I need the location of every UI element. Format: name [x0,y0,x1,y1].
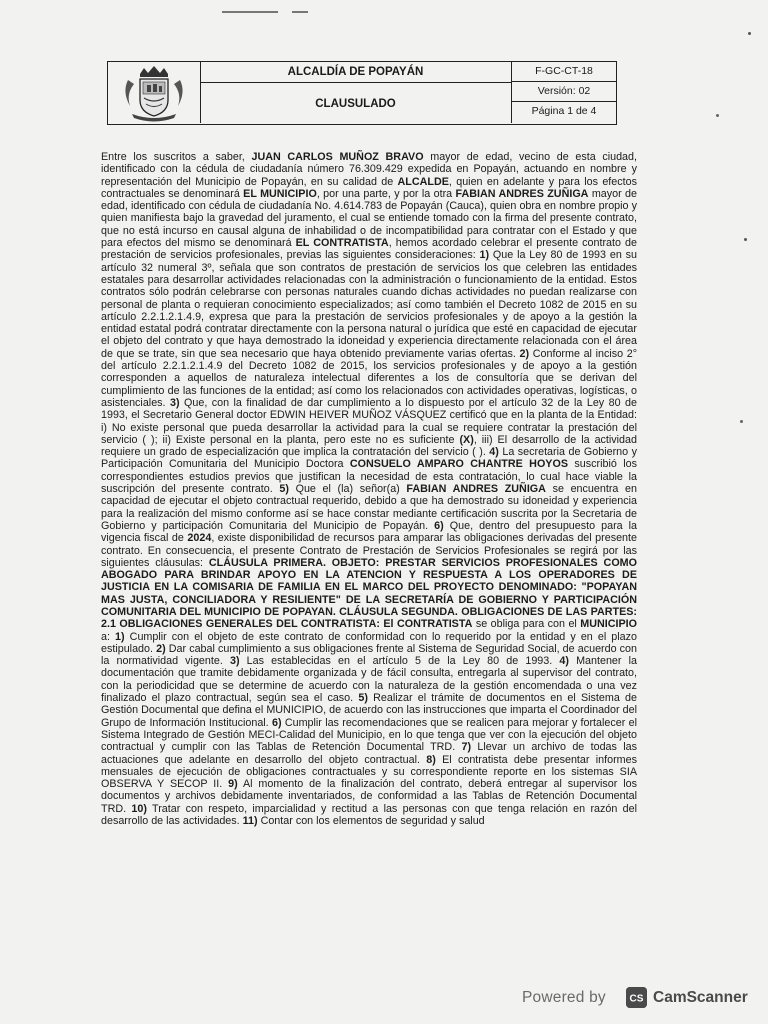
bold-text-run: 4) [489,446,499,459]
header-title-cell [200,62,512,123]
text-run: Las establecidas en el artículo 5 de la Ley 80 de 1993. [239,655,560,668]
text-run: Que la Ley 80 de 1993 en su artículo 32 numeral 3º, señala que son contratos de prestación de servicios los que celebren las entidades estatales para desarrollar actividades relacionadas con la administración o funcionamiento de la entidad. Estos contratos sólo podrán celebrarse con personas naturales cuando dichas actividades no puedan realizarse con personal de planta o requieran conocimiento especializados; así como también el Decreto 1082 de 2015 en su artículo 2.2.1.2.1.4.9, expresa que para la prestación de servicios profesionales y de apoyo a la gestión la entidad estatal podrá contratar directamente con la persona natural o jurídica que esté en capacidad de ejecutar el objeto del contrato y que haya demostrado la idoneidad y experiencia directamente relacionada con el área de que se trate, sin que sea necesario que haya obtenido previamente varias ofertas. [101,249,637,360]
bold-text-run: 8) [426,753,436,766]
contract-body-text [101,151,637,827]
text-run: El contratista debe presentar informes mensuales de ejecución de obligaciones contractuales y su correspondiente reporte en los sistemas SIA OBSERVA Y SECOP II. [101,753,637,791]
bold-text-run: 3) [229,655,240,668]
bold-text-run: 5) [279,483,289,496]
text-run: Que, dentro del presupuesto para la vigencia fiscal de [101,519,638,545]
municipal-coat-of-arms-icon [108,62,200,123]
bold-text-run: 11) [242,815,258,828]
text-run: Cumplir las recomendaciones que se realicen para mejorar y fortalecer el Sistema Integrado de Gestión MECI-Calidad del Municipio, en lo que tenga que ver con la ejecución del objeto contractual y cumplir con las Tablas de Retención Documental TRD. [101,716,637,754]
text-run: Contar con los elementos de seguridad y salud [257,815,485,828]
bold-text-run: 10) [131,802,147,815]
document-version: Versión: 02 [512,82,616,102]
bold-text-run: EL MUNICIPIO [243,187,317,200]
text-run: Que el (la) señor(a) [288,483,407,496]
bold-text-run: 2024 [187,532,212,545]
text-run: Al momento de la finalización del contrato, deberá entregar al supervisor los documentos y archivos debidamente inventariados, de conformidad a las Tablas de Retención Documental TRD. [101,778,637,815]
powered-by-label: Powered by [522,989,606,1006]
scan-dot [744,238,747,241]
text-run: La secretaria de Gobierno y Participación Comunitaria del Municipio Doctora [101,446,637,471]
bold-text-run: FABIAN ANDRES ZUÑIGA [455,187,589,200]
scan-dot [748,32,751,35]
scan-dot [716,114,719,117]
header-subtitle: CLAUSULADO [315,98,396,110]
camscanner-icon [626,987,647,1008]
scan-mark [222,11,278,13]
text-run: , quien en adelante y para los efectos contractuales se denominará [101,175,637,200]
text-run: Dar cabal cumplimiento a sus obligaciones frente al Sistema de Seguridad Social, de acuerdo con la normatividad vigente. [101,642,638,668]
text-run: mayor de edad, vecino de esta ciudad, identificado con la cédula de ciudadanía número 76.309.429 expedida en Popayán, actuando en nombre y representación del Municipio de Popayán, en su calidad de [101,151,638,188]
bold-text-run: 9) [228,778,238,791]
text-run: Entre los suscritos a saber, [101,151,252,163]
text-run: a: [101,630,116,643]
text-run: Mantener la documentación que tramite debidamente organizada y de fácil consulta, entregarla al supervisor del contrato, con la periodicidad que se determine de acuerdo con la naturaleza de la gestión encomendada o una vez finalizado el plazo contractual, según sea el caso. [101,655,637,705]
text-run: Que, con la finalidad de dar cumplimiento a lo dispuesto por el artículo 32 de la Ley 80 de 1993, el Secretario General doctor EDWIN HEIVER MUÑOZ VÁSQUEZ certificó que en la planta de la Entidad: i) No existe personal que pueda desarrollar la actividad para la cual se requiere contratar la prestación del servicio ( ); ii) Existe personal en la planta, pero este no es suficiente [101,396,637,446]
document-header-table [107,61,617,125]
bold-text-run: 4) [559,655,569,668]
text-run: suscribió los correspondientes estudios previos que justifican la necesidad de esta contratación, lo cual hace viable la suscripción del presente contrato. [101,458,637,496]
bold-text-run: 6) [271,716,282,729]
bold-text-run: 2) [156,642,166,655]
text-run: Cumplir con el objeto de este contrato de conformidad con lo requerido por la entidad y en el plazo estipulado. [101,630,637,655]
bold-text-run: CLÁUSULA PRIMERA. OBJETO: PRESTAR SERVICIOS PROFESIONALES COMO ABOGADO PARA BRINDAR APOYO EN LA ATENCION Y RESPUESTA A LOS OPERADORES DE JUSTICIA EN LA COMISARIA DE FAMILIA EN EL MARCO DEL PROYECTO DENOMINADO: "POPAYAN MAS JUSTA, CONCILIADORA Y RESILIENTE" DE LA SECRETARÍA DE GOBIERNO Y PARTICIPACIÓN COMUNITARIA DEL MUNICIPIO DE POPAYAN. CLÁUSULA SEGUNDA. OBLIGACIONES DE LAS PARTES: 2.1 OBLIGACIONES GENERALES DEL CONTRATISTA: El CONTRATISTA [101,556,637,631]
bold-text-run: JUAN CARLOS MUÑOZ BRAVO [251,151,424,163]
text-run: Conforme al inciso 2° del artículo 2.2.1.2.1.4.9 del Decreto 1082 de 2015, los servicios profesionales y de apoyo a la gestión corresponden a aquellos de naturaleza intelectual diferentes a los de consultoría que se derivan del cumplimiento de las funciones de la entidad; así como los relacionados con actividades operativas, logísticas, o asistenciales. [101,347,637,409]
svg-text:CS: CS [629,993,644,1005]
bold-text-run: 1) [115,630,125,643]
bold-text-run: 3) [169,396,180,409]
text-run: Llevar un archivo de todas las actuaciones que adelante en desarrollo del objeto contractual. [101,741,637,766]
document-code: F-GC-CT-18 [512,62,616,82]
text-run: , hemos acordado celebrar el presente contrato de prestación de servicios profesionales, previas las siguientes consideraciones: [101,237,637,262]
text-run: se encuentra en capacidad de ejecutar el objeto contractual requerido, debido a que ha demostrado su idoneidad y experiencia para la realización del mismo conforme así se hace constar mediante certificación suscrita por la Secretaria de Gobierno y participación Comunitaria del Municipio de Popayán. [101,483,638,532]
header-meta-cell [512,62,616,123]
bold-text-run: (X) [459,433,474,446]
bold-text-run: ALCALDE [397,175,449,188]
scan-dot [740,420,743,423]
page-indicator: Página 1 de 4 [531,105,597,117]
bold-text-run: 5) [358,692,368,705]
text-run: Tratar con respeto, imparcialidad y rectitud a las personas con que tenga relación en razón del desarrollo de las actividades. [101,802,637,828]
bold-text-run: MUNICIPIO [580,618,638,631]
bold-text-run: 6) [434,519,444,532]
bold-text-run: CONSUELO AMPARO CHANTRE HOYOS [349,458,569,471]
scan-mark [292,11,308,13]
logo-cell [108,62,201,123]
text-run: , iii) El desarrollo de la actividad requiere un grado de especialización que implica la contratación del servicio ( ). [101,433,637,459]
header-title: ALCALDÍA DE POPAYÁN [200,62,511,83]
bold-text-run: 7) [461,741,472,754]
camscanner-brand: CamScanner [653,989,748,1006]
bold-text-run: 1) [479,249,490,262]
text-run: se obliga para con el [472,618,581,631]
bold-text-run: FABIAN ANDRES ZUÑIGA [406,483,546,496]
text-run: Realizar el trámite de documentos en el Sistema de Gestión Documental que defina el MUNICIPIO, de acuerdo con las instrucciones que imparta el Coordinador del Grupo de Información Institucional. [101,692,637,729]
text-run: , por una parte, y por la otra [316,187,456,200]
bold-text-run: 2) [519,347,530,360]
bold-text-run: EL CONTRATISTA [295,237,389,250]
text-run: , existe disponibilidad de recursos para amparar las obligaciones derivadas del presente contrato. En consecuencia, el presente Contrato de Prestación de Servicios Profesionales se regirá por las siguientes cláusulas: [101,532,638,569]
text-run: mayor de edad, identificado con cédula de ciudadanía No. 4.614.783 de Popayán (Cauca), quien obra en nombre propio y quien manifiesta bajo la gravedad del juramento, el cual se entiende tomado con la firma del presente contrato, que no está incurso en causal alguna de inhabilidad o de incompatibilidad para contratar con el Estado y que para efectos del mismo se denominará [101,187,638,250]
